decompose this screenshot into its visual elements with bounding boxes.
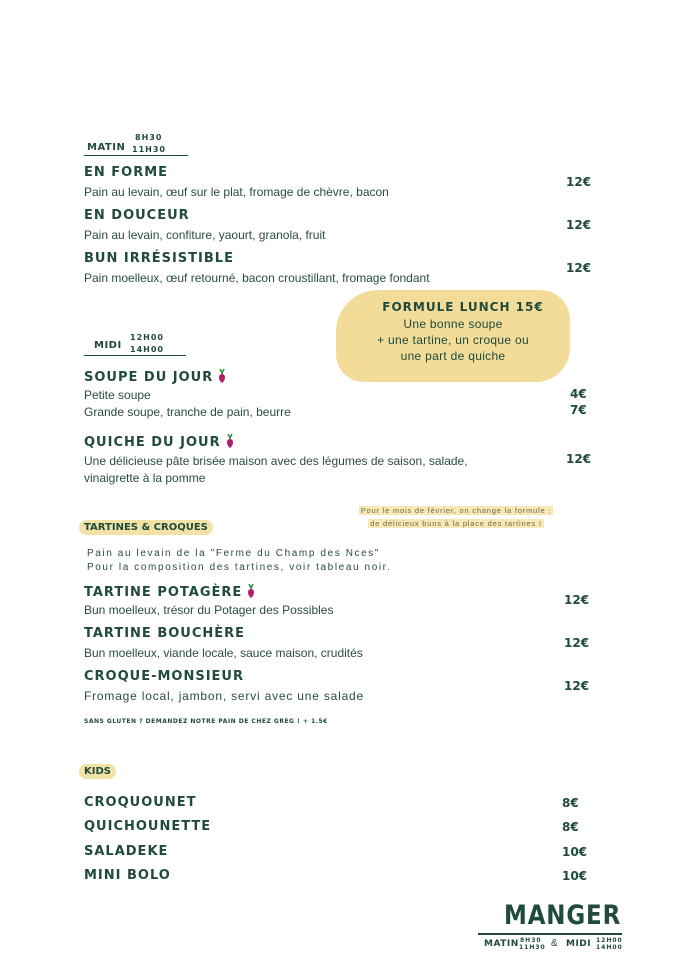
item-title: CROQUE-MONSIEUR <box>84 669 244 684</box>
kids-item-title: MINI BOLO <box>84 868 171 883</box>
matin-rule <box>84 155 188 156</box>
beet-icon <box>246 583 256 599</box>
tartine-potagere-title: TARTINE POTAGÈRE <box>84 583 256 600</box>
midi-rule <box>84 355 186 356</box>
kids-item-price: 10€ <box>562 845 588 859</box>
kids-item-price: 8€ <box>562 796 579 810</box>
tartines-section-label: TARTINES & CROQUES <box>79 520 213 535</box>
item-price: 12€ <box>564 593 590 607</box>
lunch-formula-line: Une bonne soupe <box>403 317 503 331</box>
note-line: de délicieux buns à la place des tartines ! <box>370 519 542 528</box>
midi-time-start: 12H00 <box>130 333 164 342</box>
item-price: 12€ <box>566 452 592 466</box>
brand-name: MANGER <box>504 900 622 931</box>
lunch-formula-line: une part de quiche <box>400 349 506 363</box>
tartines-intro: Pour la composition des tartines, voir tableau noir. <box>87 562 392 573</box>
item-desc: Fromage local, jambon, servi avec une salade <box>84 689 364 703</box>
soupe-title: SOUPE DU JOUR <box>84 368 227 385</box>
item-price: 12€ <box>564 636 590 650</box>
kids-item-price: 10€ <box>562 869 588 883</box>
footer-rule <box>478 933 622 935</box>
lunch-formula-box <box>336 290 570 382</box>
matin-label: MATIN <box>87 142 126 153</box>
lunch-formula-title: FORMULE LUNCH 15€ <box>382 300 544 314</box>
kids-item-title: QUICHOUNETTE <box>84 819 212 834</box>
item-desc: Bun moelleux, trésor du Potager des Possibles <box>84 603 334 617</box>
matin-time-start: 8H30 <box>135 133 163 142</box>
item-title: EN FORME <box>84 165 169 180</box>
item-desc: Pain au levain, œuf sur le plat, fromage de chèvre, bacon <box>84 185 389 199</box>
item-price: 12€ <box>564 679 590 693</box>
footer-matin-time: 11H30 <box>519 944 546 951</box>
item-desc: Pain moelleux, œuf retourné, bacon croustillant, fromage fondant <box>84 271 430 285</box>
matin-time-end: 11H30 <box>132 145 166 154</box>
footer-ampersand: & <box>551 938 558 949</box>
item-desc: Bun moelleux, viande locale, sauce maison, crudités <box>84 646 363 660</box>
footer-matin-label: MATIN <box>484 939 519 949</box>
tartines-intro: Pain au levain de la "Ferme du Champ des Nces" <box>87 548 381 559</box>
item-price: 7€ <box>570 403 587 417</box>
kids-item-title: CROQUOUNET <box>84 795 197 810</box>
quiche-title: QUICHE DU JOUR <box>84 433 235 450</box>
kids-item-title: SALADEKE <box>84 844 169 859</box>
midi-time-end: 14H00 <box>130 345 164 354</box>
footer-matin-time: 8H30 <box>520 937 542 944</box>
item-price: 12€ <box>566 218 592 232</box>
item-price: 12€ <box>566 175 592 189</box>
gluten-free-note: SANS GLUTEN ? DEMANDEZ NOTRE PAIN DE CHEZ GREG ! + 1.5€ <box>84 718 328 725</box>
footer-midi-label: MIDI <box>566 939 592 949</box>
item-price: 4€ <box>570 387 587 401</box>
lunch-formula-line: + une tartine, un croque ou <box>377 333 529 347</box>
item-desc: Grande soupe, tranche de pain, beurre <box>84 405 291 419</box>
item-desc: Une délicieuse pâte brisée maison avec des légumes de saison, salade, <box>84 454 468 468</box>
item-title: BUN IRRÉSISTIBLE <box>84 251 234 266</box>
item-desc: Pain au levain, confiture, yaourt, granola, fruit <box>84 228 326 242</box>
item-desc: Petite soupe <box>84 388 151 402</box>
beet-icon <box>225 433 235 449</box>
formula-note <box>336 503 576 529</box>
beet-icon <box>217 368 227 384</box>
footer-midi-time: 14H00 <box>596 944 623 951</box>
footer-midi-time: 12H00 <box>596 937 623 944</box>
kids-item-price: 8€ <box>562 820 579 834</box>
item-desc: vinaigrette à la pomme <box>84 471 206 485</box>
item-title: EN DOUCEUR <box>84 208 190 223</box>
note-line: Pour le mois de février, on change la formule : <box>360 506 552 515</box>
kids-section-label: KIDS <box>79 764 116 779</box>
item-title: TARTINE BOUCHÈRE <box>84 626 246 641</box>
midi-label: MIDI <box>94 340 122 351</box>
item-price: 12€ <box>566 261 592 275</box>
